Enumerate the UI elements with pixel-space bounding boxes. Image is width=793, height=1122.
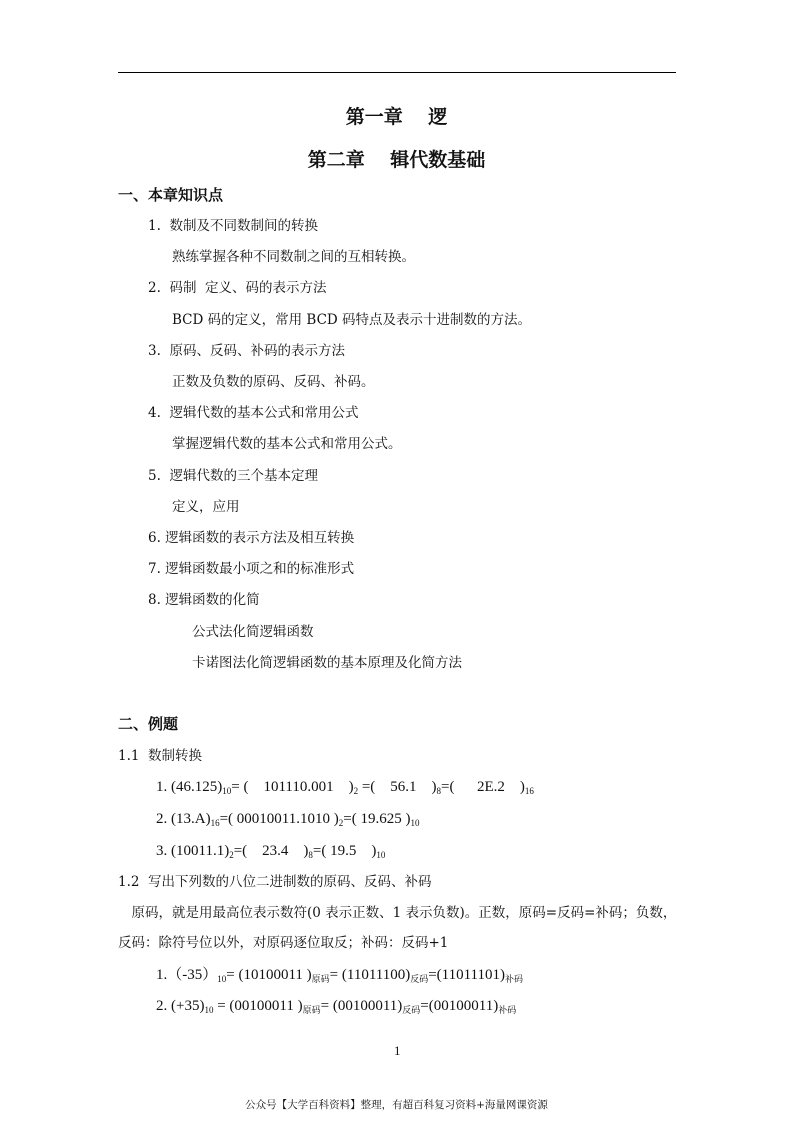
knowledge-item: 3. 原码、反码、补码的表示方法: [148, 342, 345, 359]
equation-text: 3. (10011.1): [156, 843, 230, 859]
knowledge-item: 2. 码制 定义、码的表示方法: [148, 280, 327, 297]
header-rule: [118, 72, 676, 73]
knowledge-item-detail: 掌握逻辑代数的基本公式和常用公式。: [172, 436, 402, 453]
equation-subscript: 2: [338, 818, 344, 828]
footer-note: 公众号【大学百科资料】整理，有超百科复习资料+海量网课资源: [245, 1099, 548, 1111]
equation-line: [156, 997, 516, 1019]
equation-text: =( 2E.2 ): [441, 779, 525, 795]
equation-subscript: 10: [217, 974, 227, 984]
chapter-title-2: 第二章 辑代数基础: [307, 149, 486, 171]
equation-subscript: 16: [524, 786, 534, 796]
equation-text: =( 23.4 ): [233, 843, 309, 859]
equation-subscript: 8: [436, 786, 442, 796]
page-number: 1: [394, 1043, 401, 1058]
equation-line: [156, 842, 385, 864]
equation-text: =(11011101): [428, 967, 505, 983]
knowledge-item: 5. 逻辑代数的三个基本定理: [148, 467, 318, 484]
equation-subscript: 2: [229, 850, 234, 860]
equation-text: = (00100011): [320, 998, 403, 1014]
knowledge-item-detail: 熟练掌握各种不同数制之间的互相转换。: [172, 249, 415, 266]
equation-subscript: 2: [353, 786, 359, 796]
equation-subscript: 原码: [302, 1005, 321, 1015]
equation-text: 1. (46.125): [156, 779, 223, 795]
equation-subscript: 10: [222, 786, 232, 796]
knowledge-item-detail: 卡诺图法化简逻辑函数的基本原理及化简方法: [192, 654, 462, 671]
paragraph-line: 原码，就是用最高位表示数符(0 表示正数、1 表示负数)。正数，原码=反码=补码；负数，: [118, 905, 677, 921]
equation-subscript: 16: [210, 818, 220, 828]
equation-line: [156, 778, 534, 800]
equation-subscript: 反码: [410, 974, 429, 984]
subsection-conversion: 1.1 数制转换: [118, 748, 203, 764]
equation-subscript: 反码: [402, 1005, 421, 1015]
knowledge-item: 7. 逻辑函数最小项之和的标准形式: [148, 561, 355, 578]
equation-subscript: 原码: [311, 974, 330, 984]
equation-subscript: 8: [308, 850, 313, 860]
knowledge-item: 1. 数制及不同数制间的转换: [148, 218, 318, 234]
equation-text: = ( 101110.001 ): [231, 779, 354, 795]
equation-text: =( 56.1 ): [358, 779, 437, 795]
knowledge-item: 8. 逻辑函数的化简: [148, 592, 260, 609]
equation-text: 2. (+35): [156, 998, 205, 1014]
equation-text: = (00100011 ): [213, 998, 303, 1014]
equation-text: = (11011100): [329, 967, 411, 983]
paragraph-line: 反码：除符号位以外，对原码逐位取反；补码：反码+1: [118, 935, 449, 951]
knowledge-item-detail: BCD 码的定义，常用 BCD 码特点及表示十进制数的方法。: [172, 311, 532, 328]
section-heading-examples: 二、例题: [118, 715, 179, 733]
equation-text: = (10100011 ): [226, 967, 312, 983]
knowledge-item: 6. 逻辑函数的表示方法及相互转换: [148, 530, 355, 546]
equation-subscript: 10: [376, 850, 386, 860]
equation-text: =( 19.625 ): [343, 811, 411, 827]
knowledge-item-detail: 正数及负数的原码、反码、补码。: [172, 374, 375, 390]
equation-text: =( 19.5 ): [312, 843, 377, 859]
equation-line: [156, 966, 523, 988]
section-heading-knowledge: 一、本章知识点: [118, 186, 224, 204]
equation-text: =(00100011): [420, 998, 499, 1014]
equation-text: =( 00010011.1010 ): [219, 811, 339, 827]
equation-line: [156, 810, 419, 832]
knowledge-item-detail: 公式法化简逻辑函数: [192, 623, 314, 640]
knowledge-item-detail: 定义，应用: [172, 498, 240, 515]
equation-text: 1.（-35）: [156, 967, 218, 983]
knowledge-item: 4. 逻辑代数的基本公式和常用公式: [148, 405, 359, 422]
equation-text: 2. (13.A): [156, 811, 211, 827]
chapter-title-1: 第一章 逻: [345, 106, 448, 128]
equation-subscript: 补码: [505, 974, 524, 984]
subsection-codes: 1.2 写出下列数的八位二进制数的原码、反码、补码: [118, 874, 432, 890]
equation-subscript: 补码: [498, 1005, 517, 1015]
equation-subscript: 10: [204, 1005, 214, 1015]
equation-subscript: 10: [410, 818, 420, 828]
